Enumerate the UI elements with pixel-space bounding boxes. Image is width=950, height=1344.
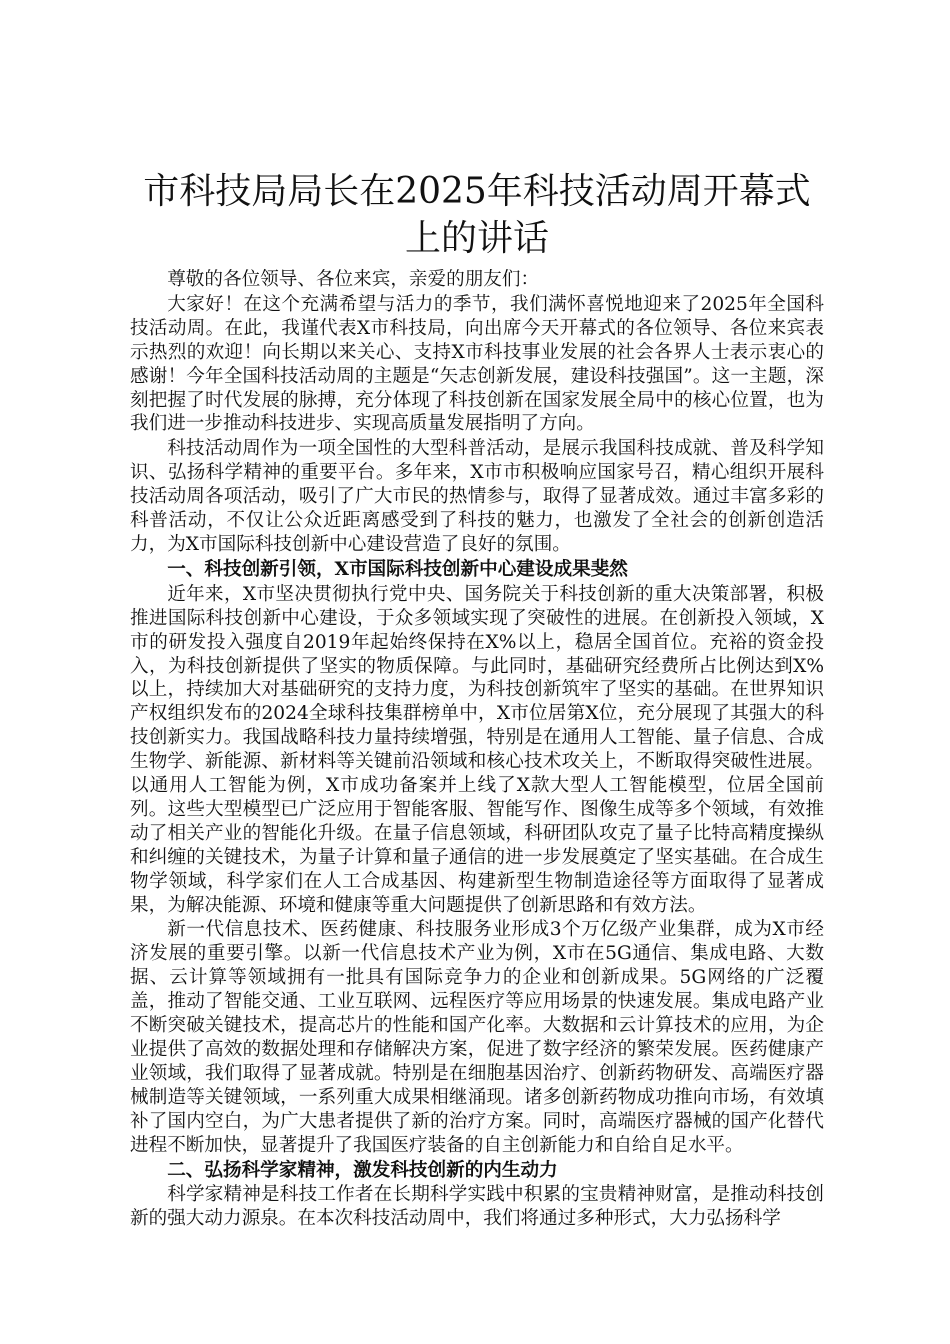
body-paragraph: 新一代信息技术、医药健康、科技服务业形成3个万亿级产业集群，成为X市经济发展的重要引擎。以新一代信息技术产业为例，X市在5G通信、集成电路、大数据、云计算等领域拥有一批具有国际竞争力的企业和创新成果。5G网络的广泛覆盖，推动了智能交通、工业互联网、远程医疗等应用场景的快速发展。集成电路产业不断突破关键技术，提高芯片的性能和国产化率。大数据和云计算技术的应用，为企业提供了高效的数据处理和存储解决方案，促进了数字经济的繁荣发展。医药健康产业领域，我们取得了显著成就。特别是在细胞基因治疗、创新药物研发、高端医疗器械制造等关键领域，一系列重大成果相继涌现。诸多创新药物成功推向市场，有效填补了国内空白，为广大患者提供了新的治疗方案。同时，高端医疗器械的国产化替代进程不断加快，显著提升了我国医疗装备的自主创新能力和自给自足水平。 [130,919,824,1156]
document-title: 市科技局局长在2025年科技活动周开幕式上的讲话 [143,171,811,259]
section-heading: 一、科技创新引领，X市国际科技创新中心建设成果斐然 [167,558,628,580]
body-paragraph: 近年来，X市坚决贯彻执行党中央、国务院关于科技创新的重大决策部署，积极推进国际科技创新中心建设，于众多领域实现了突破性的进展。在创新投入领域，X市的研发投入强度自2019年起始终保持在X%以上，稳居全国首位。充裕的资金投入，为科技创新提供了坚实的物质保障。与此同时，基础研究经费所占比例达到X%以上，持续加大对基础研究的支持力度，为科技创新筑牢了坚实的基础。在世界知识产权组织发布的2024全球科技集群榜单中，X市位居第X位，充分展现了其强大的科技创新实力。我国战略科技力量持续增强，特别是在通用人工智能、量子信息、合成生物学、新能源、新材料等关键前沿领域和核心技术攻关上，不断取得突破性进展。以通用人工智能为例，X市成功备案并上线了X款大型人工智能模型，位居全国前列。这些大型模型已广泛应用于智能客服、智能写作、图像生成等多个领域，有效推动了相关产业的智能化升级。在量子信息领域，科研团队攻克了量子比特高精度操纵和纠缠的关键技术，为量子计算和量子通信的进一步发展奠定了坚实基础。在合成生物学领域，科学家们在人工合成基因、构建新型生物制造途径等方面取得了显著成果，为解决能源、环境和健康等重大问题提供了创新思路和有效方法。 [130,583,824,916]
body-paragraph: 科技活动周作为一项全国性的大型科普活动，是展示我国科技成就、普及科学知识、弘扬科学精神的重要平台。多年来，X市市积极响应国家号召，精心组织开展科技活动周各项活动，吸引了广大市民的热情参与，取得了显著成效。通过丰富多彩的科普活动，不仅让公众近距离感受到了科技的魅力，也激发了全社会的创新创造活力，为X市国际科技创新中心建设营造了良好的氛围。 [130,438,824,555]
document-page [130,168,824,1232]
salutation-paragraph: 尊敬的各位领导、各位来宾，亲爱的朋友们： [167,269,540,290]
section-heading: 二、弘扬科学家精神，激发科技创新的内生动力 [167,1159,558,1181]
body-paragraph: 科学家精神是科技工作者在长期科学实践中积累的宝贵精神财富，是推动科技创新的强大动力源泉。在本次科技活动周中，我们将通过多种形式，大力弘扬科学 [130,1184,824,1230]
document-body [130,268,824,1231]
body-paragraph: 大家好！在这个充满希望与活力的季节，我们满怀喜悦地迎来了2025年全国科技活动周。在此，我谨代表X市科技局，向出席今天开幕式的各位领导、各位来宾表示热烈的欢迎！向长期以来关心、支持X市科技事业发展的社会各界人士表示衷心的感谢！今年全国科技活动周的主题是“矢志创新发展，建设科技强国”。这一主题，深刻把握了时代发展的脉搏，充分体现了科技创新在国家发展全局中的核心位置，也为我们进一步推动科技进步、实现高质量发展指明了方向。 [130,293,824,435]
